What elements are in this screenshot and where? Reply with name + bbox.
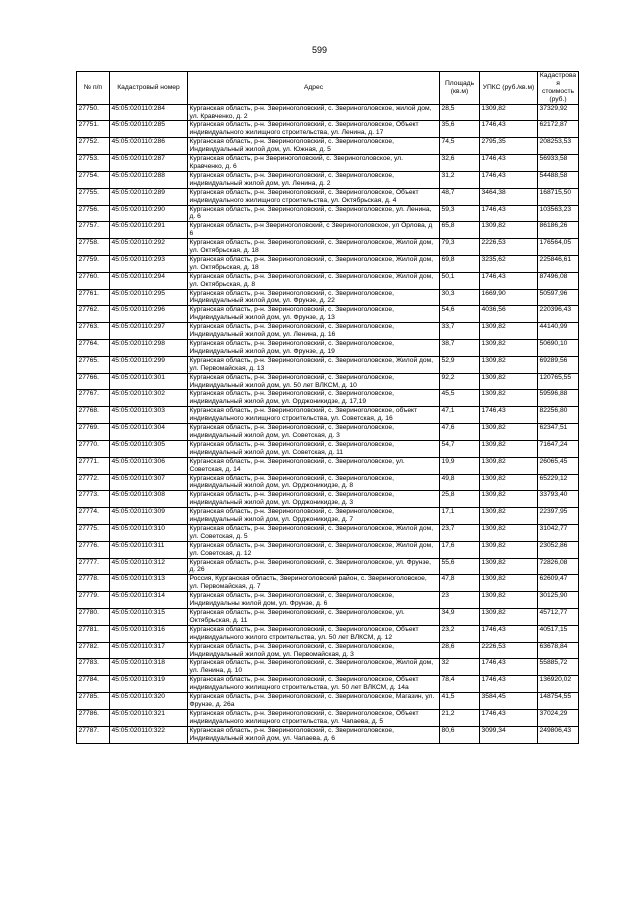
row-number-cell: 27763. (77, 323, 110, 340)
row-number-cell: 27769. (77, 424, 110, 441)
cadastral-number-cell: 45:05:020110:284 (110, 104, 188, 121)
cadastral-value-cell: 55885,72 (538, 659, 579, 676)
row-number-cell: 27778. (77, 575, 110, 592)
header-upks: УПКС (руб./кв.м) (480, 72, 538, 105)
cadastral-number-cell: 45:05:020110:305 (110, 440, 188, 457)
row-number-cell: 27775. (77, 524, 110, 541)
upks-cell: 1309,82 (480, 609, 538, 626)
cadastral-value-cell: 50690,10 (538, 340, 579, 357)
area-cell: 23,7 (440, 524, 480, 541)
address-cell: Курганская область, р-н. Звериноголовский, с. Звериноголовское, индивидуальный жилой дом, ул. Орджоникидзе, д. 17,19 (188, 390, 440, 407)
upks-cell: 2226,53 (480, 239, 538, 256)
upks-cell: 1309,82 (480, 373, 538, 390)
table-row (77, 693, 579, 710)
table-row (77, 457, 579, 474)
table-row (77, 592, 579, 609)
area-cell: 47,1 (440, 407, 480, 424)
cadastral-value-cell: 37329,92 (538, 104, 579, 121)
address-cell: Курганская область, р-н. Звериноголовский, с. Звериноголовское, Объект индивидуального жилищного строительства, ул. Ленина, д. 17 (188, 121, 440, 138)
table-row (77, 356, 579, 373)
cadastral-value-cell: 71647,24 (538, 440, 579, 457)
address-cell: Курганская область, р-н. Звериноголовский, с. Звериноголовское, индивидуальный жилой дом, ул. Советская, д. 11 (188, 440, 440, 457)
cadastral-value-cell: 40517,15 (538, 625, 579, 642)
row-number-cell: 27783. (77, 659, 110, 676)
area-cell: 33,7 (440, 323, 480, 340)
cadastral-number-cell: 45:05:020110:319 (110, 676, 188, 693)
address-cell: Курганская область, р-н. Звериноголовский, с. Звериноголовское, Индивидуальный жилой дом, ул. 50 лет ВЛКСМ, д. 10 (188, 373, 440, 390)
area-cell: 31,2 (440, 171, 480, 188)
upks-cell: 3584,45 (480, 693, 538, 710)
address-cell: Курганская область, р-н. Звериноголовский, с. Звериноголовское, Объект индивидуального жилищного строительства, ул. 50 лет ВЛКСМ, д. 14а (188, 676, 440, 693)
area-cell: 74,5 (440, 138, 480, 155)
area-cell: 55,6 (440, 558, 480, 575)
area-cell: 50,1 (440, 272, 480, 289)
area-cell: 48,7 (440, 188, 480, 205)
cadastral-value-cell: 62172,87 (538, 121, 579, 138)
upks-cell: 1309,82 (480, 491, 538, 508)
table-row (77, 726, 579, 743)
cadastral-value-cell: 62347,51 (538, 424, 579, 441)
cadastral-number-cell: 45:05:020110:311 (110, 541, 188, 558)
upks-cell: 2795,35 (480, 138, 538, 155)
upks-cell: 1669,90 (480, 289, 538, 306)
cadastral-value-cell: 168715,50 (538, 188, 579, 205)
cadastral-number-cell: 45:05:020110:312 (110, 558, 188, 575)
page-number: 599 (311, 45, 328, 55)
area-cell: 45,5 (440, 390, 480, 407)
cadastral-value-cell: 50597,96 (538, 289, 579, 306)
area-cell: 23,2 (440, 625, 480, 642)
address-cell: Курганская область, р-н. Звериноголовский, с. Звериноголовское, Жилой дом, ул. Ленина, д. 10 (188, 659, 440, 676)
upks-cell: 1309,82 (480, 340, 538, 357)
row-number-cell: 27782. (77, 642, 110, 659)
area-cell: 41,5 (440, 693, 480, 710)
row-number-cell: 27787. (77, 726, 110, 743)
upks-cell: 4036,56 (480, 306, 538, 323)
cadastral-number-cell: 45:05:020110:285 (110, 121, 188, 138)
row-number-cell: 27752. (77, 138, 110, 155)
table-row (77, 323, 579, 340)
area-cell: 32 (440, 659, 480, 676)
upks-cell: 1309,82 (480, 356, 538, 373)
cadastral-value-cell: 72826,08 (538, 558, 579, 575)
row-number-cell: 27766. (77, 373, 110, 390)
upks-cell: 3464,38 (480, 188, 538, 205)
table-row (77, 659, 579, 676)
table-row (77, 524, 579, 541)
address-cell: Курганская область, р-н. Звериноголовский, с. Звериноголовское, Индивидуальный жилой дом, ул. Южная, д. 5 (188, 138, 440, 155)
row-number-cell: 27767. (77, 390, 110, 407)
address-cell: Россия, Курганская область, Звериноголовский район, с. Звериноголовское, ул. Первомайская, д. 7 (188, 575, 440, 592)
cadastral-number-cell: 45:05:020110:317 (110, 642, 188, 659)
cadastral-value-cell: 86186,26 (538, 222, 579, 239)
upks-cell: 1746,43 (480, 272, 538, 289)
area-cell: 54,7 (440, 440, 480, 457)
header-address: Адрес (188, 72, 440, 105)
row-number-cell: 27764. (77, 340, 110, 357)
area-cell: 32,6 (440, 155, 480, 172)
upks-cell: 1309,82 (480, 440, 538, 457)
cadastral-value-cell: 249806,43 (538, 726, 579, 743)
row-number-cell: 27770. (77, 440, 110, 457)
cadastral-number-cell: 45:05:020110:286 (110, 138, 188, 155)
address-cell: Курганская область, р-н. Звериноголовский, с. Звериноголовское, ул. Фрунзе, д. 26 (188, 558, 440, 575)
cadastral-number-cell: 45:05:020110:301 (110, 373, 188, 390)
cadastral-number-cell: 45:05:020110:322 (110, 726, 188, 743)
cadastral-number-cell: 45:05:020110:316 (110, 625, 188, 642)
table-body (77, 104, 579, 743)
table-row (77, 474, 579, 491)
row-number-cell: 27768. (77, 407, 110, 424)
row-number-cell: 27780. (77, 609, 110, 626)
address-cell: Курганская область, р-н. Звериноголовский, с. Звериноголовское, Индивидуальный жилой дом, ул. Фрунзе, д. 22 (188, 289, 440, 306)
address-cell: Курганская область, р-н. Звериноголовский, с. Звериноголовское, ул. Октябрьская, д. 11 (188, 609, 440, 626)
table-row (77, 424, 579, 441)
header-area: Площадь (кв.м) (440, 72, 480, 105)
table-row (77, 340, 579, 357)
header-number: № п/п (77, 72, 110, 105)
table-row (77, 575, 579, 592)
cadastral-number-cell: 45:05:020110:291 (110, 222, 188, 239)
cadastral-value-cell: 69289,56 (538, 356, 579, 373)
cadastral-value-cell: 26065,45 (538, 457, 579, 474)
table-row (77, 625, 579, 642)
area-cell: 17,6 (440, 541, 480, 558)
upks-cell: 1746,43 (480, 407, 538, 424)
cadastral-number-cell: 45:05:020110:307 (110, 474, 188, 491)
area-cell: 28,5 (440, 104, 480, 121)
area-cell: 28,6 (440, 642, 480, 659)
area-cell: 80,6 (440, 726, 480, 743)
upks-cell: 1309,82 (480, 424, 538, 441)
cadastral-value-cell: 208253,53 (538, 138, 579, 155)
area-cell: 92,2 (440, 373, 480, 390)
address-cell: Курганская область, р-н. Звериноголовский, с. Звериноголовское, индивидуальный жилой дом, ул. Ленина, д. 2 (188, 171, 440, 188)
cadastral-value-cell: 136920,02 (538, 676, 579, 693)
upks-cell: 1746,43 (480, 625, 538, 642)
address-cell: Курганская область, р-н. Звериноголовский, с. Звериноголовское, жилой дом, ул. Кравченко, д. 2 (188, 104, 440, 121)
table-row (77, 709, 579, 726)
row-number-cell: 27784. (77, 676, 110, 693)
table-row (77, 289, 579, 306)
table-row (77, 373, 579, 390)
upks-cell: 3235,62 (480, 255, 538, 272)
upks-cell: 1309,82 (480, 474, 538, 491)
address-cell: Курганская область, р-н. Звериноголовский, с. Звериноголовское, Жилой дом, ул. Октябрьская, д. 18 (188, 255, 440, 272)
address-cell: Курганская область, р-н. Звериноголовский, с. Звериноголовское, Жилой дом, ул. Советская, д. 12 (188, 541, 440, 558)
cadastral-number-cell: 45:05:020110:321 (110, 709, 188, 726)
area-cell: 69,8 (440, 255, 480, 272)
cadastral-number-cell: 45:05:020110:303 (110, 407, 188, 424)
row-number-cell: 27758. (77, 239, 110, 256)
upks-cell: 1309,82 (480, 323, 538, 340)
cadastral-value-cell: 220396,43 (538, 306, 579, 323)
row-number-cell: 27754. (77, 171, 110, 188)
table-row (77, 676, 579, 693)
area-cell: 54,6 (440, 306, 480, 323)
cadastral-value-cell: 87496,08 (538, 272, 579, 289)
upks-cell: 1309,82 (480, 541, 538, 558)
table-row (77, 222, 579, 239)
address-cell: Курганская область, р-н. Звериноголовский, с. Звериноголовское, индивидуальный жилой дом, ул. Орджоникидзе, д. 8 (188, 474, 440, 491)
table-row (77, 272, 579, 289)
cadastral-value-cell: 22397,95 (538, 508, 579, 525)
table-row (77, 104, 579, 121)
row-number-cell: 27750. (77, 104, 110, 121)
address-cell: Курганская область, р-н. Звериноголовский, с. Звериноголовское, ул. Ленина, д. 6 (188, 205, 440, 222)
address-cell: Курганская область, р-н. Звериноголовский, с. Звериноголовское, Жилой дом, ул. Советская, д. 5 (188, 524, 440, 541)
cadastral-value-cell: 54488,58 (538, 171, 579, 188)
cadastral-number-cell: 45:05:020110:308 (110, 491, 188, 508)
upks-cell: 1309,82 (480, 592, 538, 609)
address-cell: Курганская область, р-н. Звериноголовский, с. Звериноголовское, Индивидуальный жилой дом, ул. Фрунзе, д. 13 (188, 306, 440, 323)
table-row (77, 188, 579, 205)
cadastral-number-cell: 45:05:020110:293 (110, 255, 188, 272)
upks-cell: 3099,34 (480, 726, 538, 743)
cadastral-number-cell: 45:05:020110:295 (110, 289, 188, 306)
row-number-cell: 27765. (77, 356, 110, 373)
table-row (77, 138, 579, 155)
area-cell: 17,1 (440, 508, 480, 525)
header-cadastral-value: Кадастровая стоимость (руб.) (538, 72, 579, 105)
cadastral-number-cell: 45:05:020110:314 (110, 592, 188, 609)
table-row (77, 239, 579, 256)
table-row (77, 440, 579, 457)
cadastral-number-cell: 45:05:020110:302 (110, 390, 188, 407)
cadastral-number-cell: 45:05:020110:299 (110, 356, 188, 373)
area-cell: 30,3 (440, 289, 480, 306)
table-row (77, 390, 579, 407)
address-cell: Курганская область, р-н. Звериноголовский, с. Звериноголовское, ул. Советская, д. 14 (188, 457, 440, 474)
upks-cell: 1309,82 (480, 524, 538, 541)
cadastral-value-cell: 33793,40 (538, 491, 579, 508)
cadastral-number-cell: 45:05:020110:313 (110, 575, 188, 592)
address-cell: Курганская область, р-н. Звериноголовский, с. Звериноголовское, индивидуальный жилой дом, ул. Советская, д. 3 (188, 424, 440, 441)
row-number-cell: 27774. (77, 508, 110, 525)
row-number-cell: 27753. (77, 155, 110, 172)
row-number-cell: 27755. (77, 188, 110, 205)
row-number-cell: 27777. (77, 558, 110, 575)
address-cell: Курганская область, р-н. Звериноголовский, с. Звериноголовское, Жилой дом, ул. Октябрьская, д. 8 (188, 272, 440, 289)
cadastral-number-cell: 45:05:020110:310 (110, 524, 188, 541)
address-cell: Курганская область, р-н. Звериноголовский, с. Звериноголовское, Объект индивидуального жилищного строительства, ул. Октябрьская, д. 4 (188, 188, 440, 205)
table-row (77, 541, 579, 558)
area-cell: 78,4 (440, 676, 480, 693)
area-cell: 23 (440, 592, 480, 609)
row-number-cell: 27751. (77, 121, 110, 138)
cadastral-value-cell: 56933,58 (538, 155, 579, 172)
upks-cell: 1746,43 (480, 709, 538, 726)
table-row (77, 155, 579, 172)
row-number-cell: 27759. (77, 255, 110, 272)
upks-cell: 1309,82 (480, 390, 538, 407)
upks-cell: 1746,43 (480, 155, 538, 172)
address-cell: Курганская область, р-н. Звериноголовский, с. Звериноголовское, Жилой дом, ул. Октябрьская, д. 18 (188, 239, 440, 256)
area-cell: 21,2 (440, 709, 480, 726)
row-number-cell: 27761. (77, 289, 110, 306)
table-header-row (77, 72, 579, 105)
area-cell: 52,9 (440, 356, 480, 373)
upks-cell: 1309,82 (480, 104, 538, 121)
cadastral-number-cell: 45:05:020110:294 (110, 272, 188, 289)
row-number-cell: 27786. (77, 709, 110, 726)
table-row (77, 642, 579, 659)
upks-cell: 1309,82 (480, 558, 538, 575)
upks-cell: 1746,43 (480, 659, 538, 676)
address-cell: Курганская область, р-н. Звериноголовский, с. Звериноголовское, Магазин, ул. Фрунзе, д. 26а (188, 693, 440, 710)
cadastral-value-cell: 62609,47 (538, 575, 579, 592)
table-row (77, 121, 579, 138)
address-cell: Курганская область, р-н. Звериноголовский, с. Звериноголовское, Индивидуальный жилой дом, ул. Первомайская, д. 3 (188, 642, 440, 659)
cadastral-value-cell: 225846,61 (538, 255, 579, 272)
cadastral-value-cell: 103563,23 (538, 205, 579, 222)
address-cell: Курганская область, р-н. Звериноголовский, с. Звериноголовское, индивидуальный жилой дом, ул. Орджоникидзе, д. 3 (188, 491, 440, 508)
upks-cell: 1746,43 (480, 205, 538, 222)
table-row (77, 508, 579, 525)
cadastral-number-cell: 45:05:020110:289 (110, 188, 188, 205)
area-cell: 65,8 (440, 222, 480, 239)
cadastral-value-cell: 45712,77 (538, 609, 579, 626)
address-cell: Курганская область, р-н. Звериноголовский, с. Звериноголовское, Индивидуальный жилой дом, ул. Фрунзе, д. 19 (188, 340, 440, 357)
area-cell: 19,9 (440, 457, 480, 474)
row-number-cell: 27776. (77, 541, 110, 558)
upks-cell: 1746,43 (480, 676, 538, 693)
cadastral-value-cell: 59596,88 (538, 390, 579, 407)
row-number-cell: 27756. (77, 205, 110, 222)
row-number-cell: 27785. (77, 693, 110, 710)
cadastral-value-cell: 31042,77 (538, 524, 579, 541)
cadastral-number-cell: 45:05:020110:315 (110, 609, 188, 626)
cadastral-value-table (76, 71, 579, 744)
area-cell: 35,6 (440, 121, 480, 138)
area-cell: 47,6 (440, 424, 480, 441)
row-number-cell: 27772. (77, 474, 110, 491)
address-cell: Курганская область, р-н. Звериноголовский, с. Звериноголовское, Индивидуальны жилой дом, ул. Фрунзе, д. 6 (188, 592, 440, 609)
cadastral-number-cell: 45:05:020110:287 (110, 155, 188, 172)
cadastral-number-cell: 45:05:020110:292 (110, 239, 188, 256)
area-cell: 25,8 (440, 491, 480, 508)
cadastral-number-cell: 45:05:020110:288 (110, 171, 188, 188)
area-cell: 38,7 (440, 340, 480, 357)
row-number-cell: 27757. (77, 222, 110, 239)
area-cell: 79,3 (440, 239, 480, 256)
area-cell: 47,8 (440, 575, 480, 592)
address-cell: Курганская область, р-н. Звериноголовский, с. Звериноголовское, Жилой дом, ул. Первомайская, д. 13 (188, 356, 440, 373)
table-row (77, 491, 579, 508)
cadastral-value-cell: 148754,55 (538, 693, 579, 710)
cadastral-value-cell: 120765,55 (538, 373, 579, 390)
cadastral-number-cell: 45:05:020110:304 (110, 424, 188, 441)
cadastral-number-cell: 45:05:020110:290 (110, 205, 188, 222)
table-row (77, 205, 579, 222)
upks-cell: 1309,82 (480, 222, 538, 239)
row-number-cell: 27760. (77, 272, 110, 289)
row-number-cell: 27779. (77, 592, 110, 609)
cadastral-number-cell: 45:05:020110:298 (110, 340, 188, 357)
upks-cell: 1309,82 (480, 508, 538, 525)
cadastral-value-cell: 176564,05 (538, 239, 579, 256)
table-row (77, 407, 579, 424)
cadastral-number-cell: 45:05:020110:320 (110, 693, 188, 710)
address-cell: Курганская область, р-н. Звериноголовский, с. Звериноголовское, Объект индивидуального жилищного строительства, ул. Чапаева, д. 5 (188, 709, 440, 726)
cadastral-value-cell: 30125,90 (538, 592, 579, 609)
cadastral-value-cell: 44140,99 (538, 323, 579, 340)
address-cell: Курганская область, р-н. Звериноголовский, с. Звериноголовское, объект индивидуального жилищного строительства, ул. Советская, д. 16 (188, 407, 440, 424)
cadastral-value-cell: 65229,12 (538, 474, 579, 491)
cadastral-value-cell: 82256,80 (538, 407, 579, 424)
address-cell: Курганская область, р-н. Звериноголовский, с. Звериноголовское, Индивидуальный жилой дом, ул. Ленина, д. 16 (188, 323, 440, 340)
cadastral-number-cell: 45:05:020110:296 (110, 306, 188, 323)
upks-cell: 2226,53 (480, 642, 538, 659)
row-number-cell: 27773. (77, 491, 110, 508)
cadastral-value-cell: 37024,29 (538, 709, 579, 726)
address-cell: Курганская область, р-н Звериноголовский, с. Звериноголовское, ул. Кравченко, д. 6 (188, 155, 440, 172)
cadastral-value-cell: 63678,84 (538, 642, 579, 659)
table-row (77, 558, 579, 575)
upks-cell: 1309,82 (480, 575, 538, 592)
row-number-cell: 27762. (77, 306, 110, 323)
table-row (77, 171, 579, 188)
upks-cell: 1746,43 (480, 171, 538, 188)
table-row (77, 306, 579, 323)
cadastral-number-cell: 45:05:020110:306 (110, 457, 188, 474)
area-cell: 34,9 (440, 609, 480, 626)
address-cell: Курганская область, р-н. Звериноголовский, с. Звериноголовское, Объект индивидуального жилого строительства, ул. 50 лет ВЛКСМ, д. 12 (188, 625, 440, 642)
cadastral-number-cell: 45:05:020110:297 (110, 323, 188, 340)
area-cell: 59,3 (440, 205, 480, 222)
cadastral-number-cell: 45:05:020110:318 (110, 659, 188, 676)
cadastral-value-cell: 23052,86 (538, 541, 579, 558)
upks-cell: 1746,43 (480, 121, 538, 138)
upks-cell: 1309,82 (480, 457, 538, 474)
area-cell: 49,8 (440, 474, 480, 491)
address-cell: Курганская область, р-н. Звериноголовский, с. Звериноголовское, индивидуальный жилой дом, ул. Орджоникидзе, д. 7 (188, 508, 440, 525)
row-number-cell: 27771. (77, 457, 110, 474)
table-row (77, 609, 579, 626)
cadastral-number-cell: 45:05:020110:309 (110, 508, 188, 525)
address-cell: Курганская область, р-н Звериноголовский, с Звериноголовское, ул Орлова, д 6 (188, 222, 440, 239)
table-row (77, 255, 579, 272)
header-cadastral-number: Кадастровый номер (110, 72, 188, 105)
address-cell: Курганская область, р-н. Звериноголовский, с. Звериноголовское, Индивидуальный жилой дом, ул. Чапаева, д. 6 (188, 726, 440, 743)
row-number-cell: 27781. (77, 625, 110, 642)
